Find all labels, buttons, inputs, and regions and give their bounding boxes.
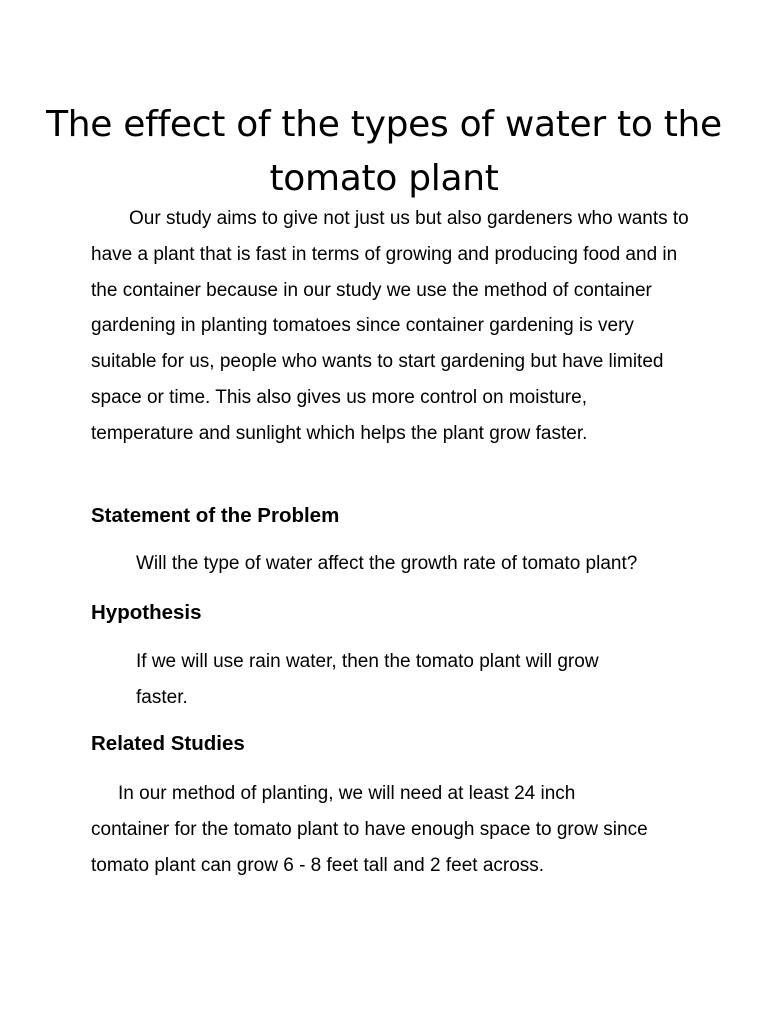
problem-heading: Statement of the Problem	[91, 504, 340, 527]
intro-paragraph: Our study aims to give not just us but also gardeners who wants to have a plant that is fast in terms of growing and producing food and in the container because in our study we use the method of container gardening in planting tomatoes since container gardening is very suitable for us, people who wants to start gardening but have limited space or time. This also gives us more control on moisture, temperature and sunlight which helps the plant grow faster.	[91, 208, 689, 444]
related-studies-heading: Related Studies	[91, 732, 245, 755]
problem-text: Will the type of water affect the growth rate of tomato plant?	[136, 553, 638, 574]
document-title: The effect of the types of water to the tomato plant	[46, 104, 722, 199]
hypothesis-heading: Hypothesis	[91, 601, 202, 624]
hypothesis-text: If we will use rain water, then the tomato plant will grow faster.	[136, 651, 599, 708]
related-studies-text: In our method of planting, we will need at least 24 inch container for the tomato plant to have enough space to grow since tomato plant can grow 6 - 8 feet tall and 2 feet across.	[91, 783, 648, 876]
